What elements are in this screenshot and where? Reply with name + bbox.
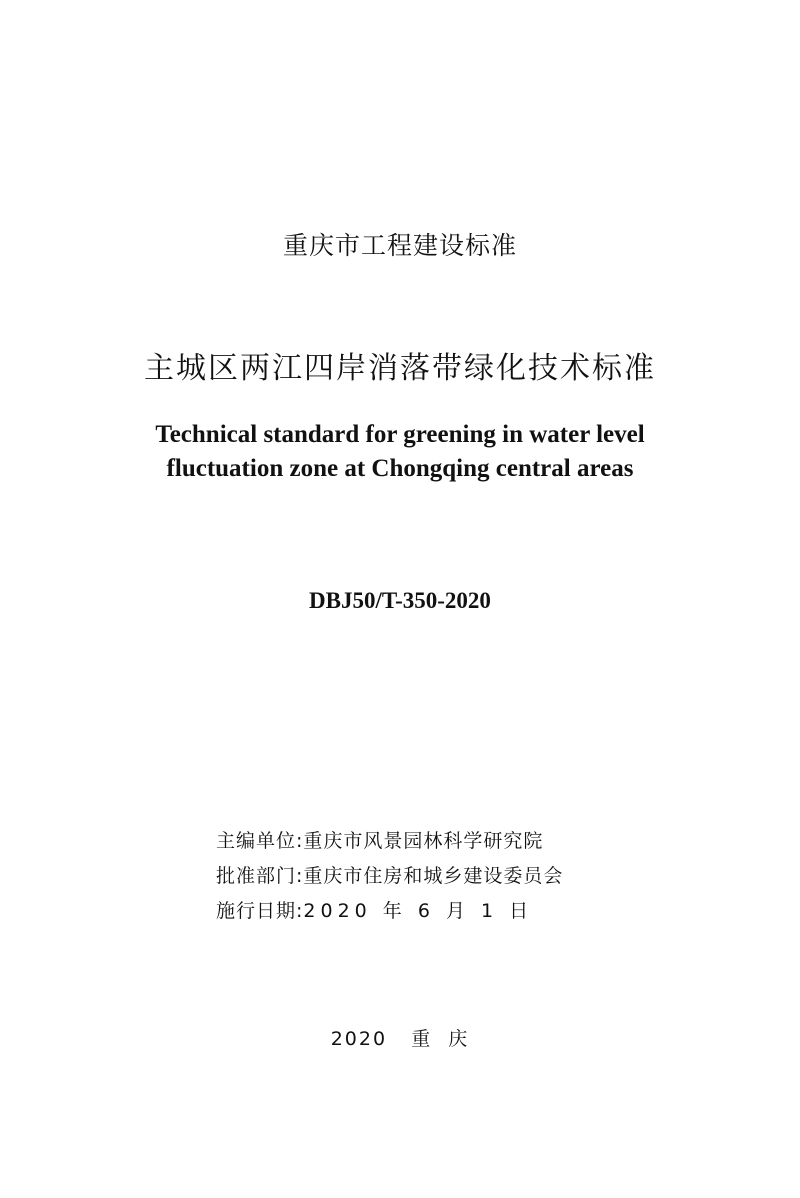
editor-row <box>216 826 616 861</box>
approver-row <box>216 861 616 896</box>
footer-year: 2020 <box>330 1028 388 1050</box>
standard-code: DBJ50/T-350-2020 <box>309 588 491 613</box>
title-en-line-1: Technical standard for greening in water level <box>155 421 645 448</box>
footer <box>0 1024 800 1051</box>
title-en-line-2: fluctuation zone at Chongqing central areas <box>166 455 634 482</box>
editor-value: 重庆市风景园林科学研究院 <box>303 830 544 852</box>
main-title-cn: 主城区两江四岸消落带绿化技术标准 <box>144 351 656 386</box>
footer-city: 重 庆 <box>411 1028 470 1050</box>
approver-value: 重庆市住房和城乡建设委员会 <box>303 865 564 887</box>
editor-label: 主编单位: <box>216 830 304 852</box>
series-title: 重庆市工程建设标准 <box>282 231 517 260</box>
effective-date-value: 2020 年 6 月 1 日 <box>303 900 534 922</box>
publication-info <box>216 826 616 931</box>
effective-date-label: 施行日期: <box>216 900 304 922</box>
approver-label: 批准部门: <box>216 865 304 887</box>
effective-date-row <box>216 896 616 931</box>
